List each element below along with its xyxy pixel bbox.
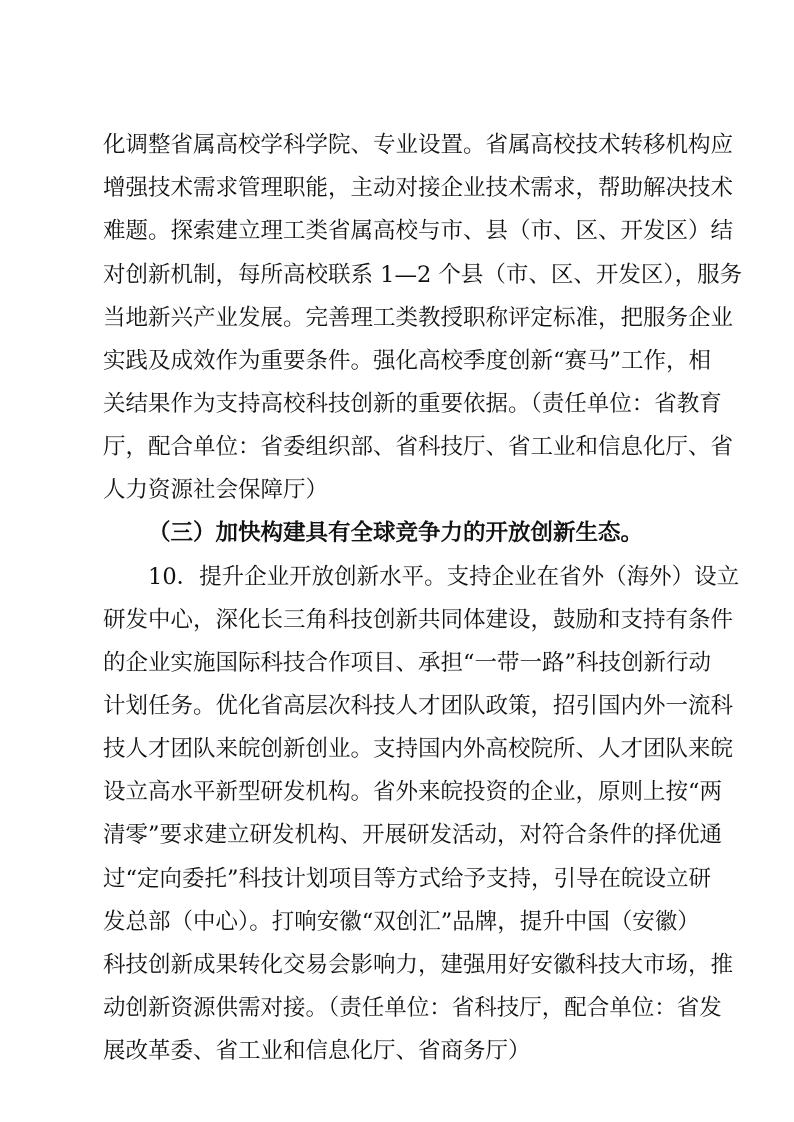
text-line: 发总部（中心）。打响安徽“双创汇”品牌，提升中国（安徽） xyxy=(103,909,700,935)
text-line: 计划任务。优化省高层次科技人才团队政策，招引国内外一流科 xyxy=(103,693,734,719)
text-line: 10．提升企业开放创新水平。支持企业在省外（海外）设立 xyxy=(148,564,740,590)
text-line: 实践及成效作为重要条件。强化高校季度创新“赛马”工作，相 xyxy=(103,348,712,374)
section-heading: （三）加快构建具有全球竞争力的开放创新生态。 xyxy=(148,520,644,546)
text-line: 厅，配合单位：省委组织部、省科技厅、省工业和信息化厅、省 xyxy=(103,434,734,460)
text-line: 对创新机制，每所高校联系 1—2 个县（市、区、开发区），服务 xyxy=(103,262,743,288)
text-line: 动创新资源供需对接。（责任单位：省科技厅，配合单位：省发 xyxy=(103,995,722,1021)
text-line: 研发中心，深化长三角科技创新共同体建设，鼓励和支持有条件 xyxy=(103,607,734,633)
text-line: 的企业实施国际科技合作项目、承担“一带一路”科技创新行动 xyxy=(103,650,712,676)
text-line: 展改革委、省工业和信息化厅、省商务厅） xyxy=(103,1038,531,1064)
text-line: 科技创新成果转化交易会影响力，建强用好安徽科技大市场，推 xyxy=(103,952,734,978)
text-line: 化调整省属高校学科学院、专业设置。省属高校技术转移机构应 xyxy=(103,132,734,158)
text-line: 关结果作为支持高校科技创新的重要依据。（责任单位：省教育 xyxy=(103,391,722,417)
text-line: 设立高水平新型研发机构。省外来皖投资的企业，原则上按“两 xyxy=(103,779,723,805)
text-line: 人力资源社会保障厅） xyxy=(103,477,329,503)
text-line: 过“定向委托”科技计划项目等方式给予支持，引导在皖设立研 xyxy=(103,866,712,892)
text-line: 当地新兴产业发展。完善理工类教授职称评定标准，把服务企业 xyxy=(103,305,734,331)
text-line: 难题。探索建立理工类省属高校与市、县（市、区、开发区）结 xyxy=(103,218,734,244)
text-line: 技人才团队来皖创新创业。支持国内外高校院所、人才团队来皖 xyxy=(103,736,734,762)
text-line: 清零”要求建立研发机构、开展研发活动，对符合条件的择优通 xyxy=(103,822,723,848)
text-line: 增强技术需求管理职能，主动对接企业技术需求，帮助解决技术 xyxy=(103,175,734,201)
